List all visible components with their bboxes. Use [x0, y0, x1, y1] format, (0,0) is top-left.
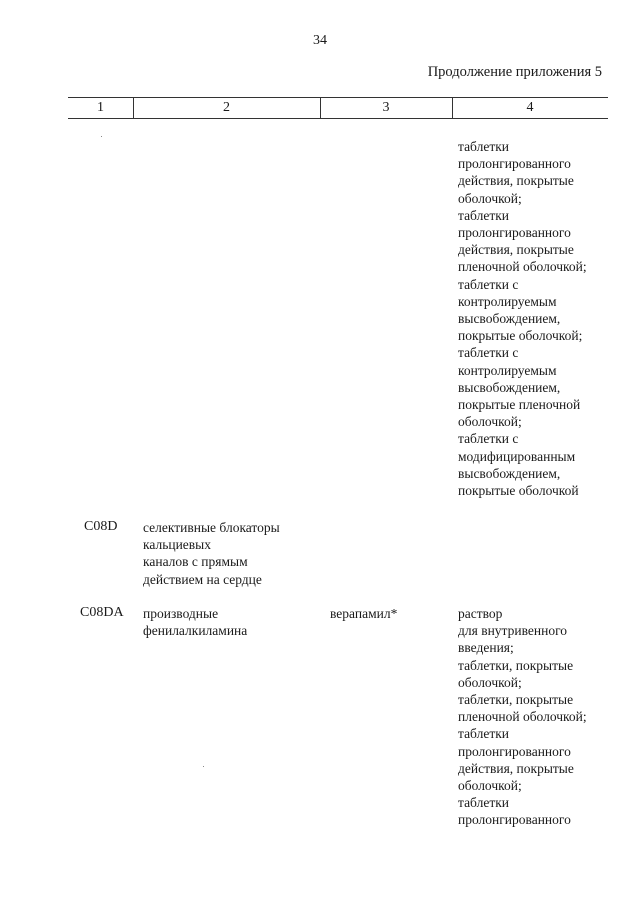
group-name — [143, 605, 247, 639]
header-bottom-rule — [68, 118, 608, 119]
form-line: покрытые оболочкой; — [458, 328, 583, 344]
page-number: 34 — [313, 33, 327, 48]
form-line: оболочкой; — [458, 778, 522, 794]
form-line: таблетки, покрытые — [458, 692, 574, 708]
form-line: высвобождением, — [458, 465, 561, 481]
dosage-forms — [458, 605, 587, 829]
group-line: производные — [143, 606, 219, 621]
form-line: действия, покрытые — [458, 173, 574, 189]
form-line: действия, покрытые — [458, 242, 574, 258]
form-line: таблетки — [458, 139, 510, 154]
form-line: пролонгированного — [458, 225, 571, 241]
header-col-3: 3 — [382, 100, 390, 115]
form-line: покрытые пленочной — [458, 397, 581, 413]
form-line: действия, покрытые — [458, 760, 574, 776]
form-line: оболочкой; — [458, 190, 522, 206]
group-line: действием на сердце — [143, 571, 262, 587]
scan-speck — [203, 766, 204, 767]
continuation-title: Продолжение приложения 5 — [427, 64, 602, 80]
drug-name: верапамил* — [330, 606, 398, 621]
form-line: высвобождением, — [458, 379, 561, 395]
forms-continuation — [458, 138, 587, 499]
header-col-2: 2 — [223, 100, 230, 115]
form-line: таблетки — [458, 207, 510, 223]
group-line: фенилалкиламина — [143, 623, 248, 639]
form-line: высвобождением, — [458, 311, 561, 327]
form-line: таблетки с — [458, 276, 519, 292]
group-line: каналов с прямым — [143, 554, 248, 570]
form-line: таблетки с — [458, 431, 519, 447]
header-col-1: 1 — [97, 100, 104, 115]
header-top-rule — [68, 97, 608, 98]
atc-code: C08D — [84, 519, 118, 534]
form-line: покрытые оболочкой — [458, 483, 579, 499]
form-line: введения; — [458, 640, 514, 656]
form-line: контролируемым — [458, 362, 557, 378]
form-line: таблетки, покрытые — [458, 657, 574, 673]
form-line: оболочкой; — [458, 674, 522, 690]
group-name — [143, 519, 280, 588]
form-line: пленочной оболочкой; — [458, 709, 587, 725]
group-line: селективные блокаторы — [143, 520, 280, 535]
form-line: таблетки — [458, 795, 510, 811]
form-line: пролонгированного — [458, 156, 571, 172]
form-line: пленочной оболочкой; — [458, 259, 587, 275]
header-col-4: 4 — [526, 100, 534, 115]
form-line: модифицированным — [458, 448, 576, 464]
form-line: пролонгированного — [458, 743, 571, 759]
form-line: пролонгированного — [458, 812, 571, 828]
atc-code: C08DA — [80, 605, 124, 620]
form-line: контролируемым — [458, 293, 557, 309]
form-line: таблетки с — [458, 345, 519, 361]
scan-speck — [101, 136, 102, 137]
form-line: оболочкой; — [458, 414, 522, 430]
group-line: кальциевых — [143, 537, 211, 553]
form-line: таблетки — [458, 726, 510, 742]
form-line: раствор — [458, 606, 503, 621]
form-line: для внутривенного — [458, 623, 568, 639]
